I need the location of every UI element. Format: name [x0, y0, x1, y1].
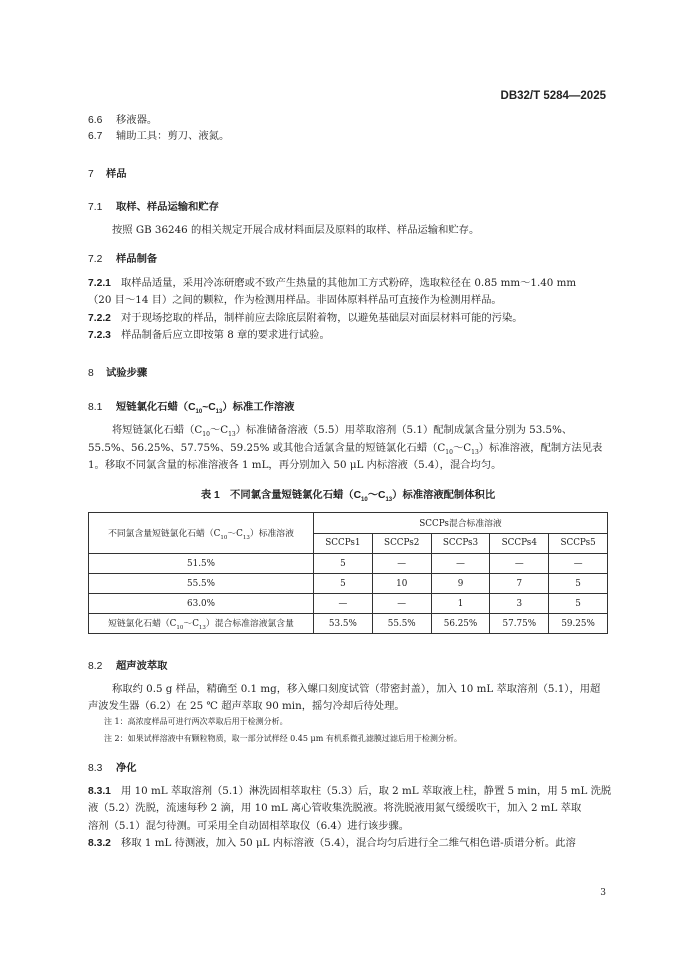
table-cell: 5	[549, 574, 608, 594]
column-header: SCCPs5	[549, 533, 608, 554]
table-header-row	[89, 513, 608, 534]
section-8-3-2: 8.3.2 移取 1 mL 待测液，加入 50 μL 内标溶液（5.4），混合均匀后进行全二维气相色谱-质谱分析。此溶	[88, 837, 576, 849]
section-7-2-1-line2: （20 目～14 目）之间的颗粒，作为检测用样品。非固体原料样品可直接作为检测用样品。	[88, 294, 502, 306]
table-cell: —	[549, 554, 608, 574]
item-text: 辅助工具：剪刀、液氮。	[116, 130, 230, 142]
table-cell: 9	[431, 574, 490, 594]
section-8-heading	[88, 364, 147, 379]
note-1: 注 1：高浓度样品可进行两次萃取后用于检测分析。	[104, 717, 288, 726]
section-number: 7.1	[88, 202, 103, 213]
table-cell: 5	[314, 574, 373, 594]
section-number: 8.2	[88, 661, 103, 672]
table-cell: 10	[372, 574, 431, 594]
table-row	[89, 554, 608, 574]
section-8-1-para-line1: 将短链氯化石蜡$(C_{10}\sim C_{13})$标准储备溶液（5.5）用萃取溶剂（5.1）配制成氯含量分别为 53.5%、	[112, 424, 573, 439]
section-8-1-heading: 8.1 短链氯化石蜡$(C_{10}\sim C_{13})$标准工作溶液	[88, 402, 295, 416]
table-cell: —	[314, 594, 373, 614]
page-number: 3	[600, 888, 606, 898]
item-number: 6.6	[88, 115, 103, 126]
section-7-1-heading	[88, 198, 219, 213]
table-cell: 57.75%	[490, 614, 549, 634]
section-number: 7.2.2	[88, 313, 111, 324]
item-6-7	[88, 129, 229, 144]
section-7-2-3: 7.2.3 样品制备后应立即按第 8 章的要求进行试验。	[88, 329, 330, 341]
table-cell: 53.5%	[314, 614, 373, 634]
section-8-2-line1: 称取约 0.5 g 样品，精确至 0.1 mg，移入螺口刻度试管（带密封盖），加入 10 mL 萃取溶剂（5.1），用超	[112, 683, 601, 695]
table-group-header: SCCPs混合标准溶液	[314, 513, 608, 534]
row-label: 63.0%	[89, 594, 314, 614]
section-7-2-1-line1: 7.2.1 取样品适量，采用冷冻研磨或不致产生热量的其他加工方式粉碎，选取粒径在 0.85 mm～1.40 mm	[88, 277, 577, 289]
section-number: 8.3	[88, 763, 103, 774]
table-cell: 3	[490, 594, 549, 614]
table-row	[89, 574, 608, 594]
section-number: 8.3.1	[88, 786, 111, 797]
section-8-2-line2: 声波发生器（6.2）在 25 ℃ 超声萃取 90 min，摇匀冷却后待处理。	[88, 700, 405, 712]
table-cell: 7	[490, 574, 549, 594]
table-cell: 5	[314, 554, 373, 574]
section-7-1-body: 按照 GB 36246 的相关规定开展合成材料面层及原料的取样、样品运输和贮存。	[112, 224, 480, 236]
table-cell: —	[490, 554, 549, 574]
table-1-caption: 表 1 不同氯含量短链氯化石蜡$(C_{10}\sim C_{13})$标准溶液配制体积比	[200, 490, 496, 504]
item-6-6	[88, 113, 157, 128]
section-8-3-1-line1: 8.3.1 用 10 mL 萃取溶剂（5.1）淋洗固相萃取柱（5.3）后，取 2 mL 萃取液上柱，静置 5 min，用 5 mL 洗脱	[88, 785, 612, 797]
table-header-left: 不同氯含量短链氯化石蜡$(C_{10}\sim C_{13})$标准溶液	[89, 513, 314, 554]
section-title: 取样、样品运输和贮存	[116, 202, 219, 213]
section-8-3-1-line2: 液（5.2）洗脱，流速每秒 2 滴，用 10 mL 离心管收集洗脱液。将洗脱液用氮气缓缓吹干，加入 2 mL 萃取	[88, 802, 582, 814]
section-title: 样品	[106, 169, 127, 180]
section-number: 7.2.1	[88, 278, 111, 289]
table-cell: —	[372, 594, 431, 614]
note-2: 注 2：如果试样溶液中有颗粒物质，取一部分试样经 0.45 μm 有机系微孔滤膜过滤后用于检测分析。	[104, 734, 462, 743]
table-cell: 56.25%	[431, 614, 490, 634]
section-number: 8.1	[88, 402, 103, 413]
table-cell: 5	[549, 594, 608, 614]
row-label: 短链氯化石蜡$(C_{10}\sim C_{13})$混合标准溶液氯含量	[89, 614, 314, 634]
section-title: 试验步骤	[106, 368, 148, 379]
section-8-1-para-line3: 1。移取不同氯含量的标准溶液各 1 mL，再分别加入 50 μL 内标溶液（5.4），混合均匀。	[88, 459, 502, 471]
section-number: 8	[88, 368, 94, 379]
row-label: 51.5%	[89, 554, 314, 574]
table-cell: —	[372, 554, 431, 574]
table-cell: 55.5%	[372, 614, 431, 634]
section-7-heading	[88, 165, 127, 180]
section-7-2-2: 7.2.2 对于现场挖取的样品，制样前应去除底层附着物，以避免基础层对面层材料可能的污染。	[88, 312, 523, 324]
section-8-2-heading	[88, 657, 167, 672]
section-number: 7	[88, 169, 94, 180]
section-8-1-para-line2: 55.5%、56.25%、57.75%、59.25% 或其他合适氯含量的短链氯化石蜡$(C_{10}\sim C_{13})$标准溶液，配制方法见表	[88, 442, 603, 457]
table-cell: 59.25%	[549, 614, 608, 634]
column-header: SCCPs1	[314, 533, 373, 554]
table-row	[89, 594, 608, 614]
section-7-2-heading	[88, 250, 157, 265]
section-number: 7.2.3	[88, 330, 111, 341]
section-number: 7.2	[88, 254, 103, 265]
row-label: 55.5%	[89, 574, 314, 594]
table-row-total	[89, 614, 608, 634]
section-title: 超声波萃取	[116, 661, 168, 672]
table-cell: 1	[431, 594, 490, 614]
item-text: 移液器。	[116, 114, 158, 126]
column-header: SCCPs3	[431, 533, 490, 554]
document-id: DB32/T 5284—2025	[500, 90, 606, 102]
item-number: 6.7	[88, 131, 103, 142]
section-8-3-heading	[88, 759, 137, 774]
section-number: 8.3.2	[88, 838, 111, 849]
column-header: SCCPs2	[372, 533, 431, 554]
section-title: 净化	[116, 763, 137, 774]
column-header: SCCPs4	[490, 533, 549, 554]
table-cell: —	[431, 554, 490, 574]
section-title: 样品制备	[116, 254, 158, 265]
table-1	[88, 512, 608, 634]
section-8-3-1-line3: 溶剂（5.1）混匀待测。可采用全自动固相萃取仪（6.4）进行该步骤。	[88, 820, 410, 832]
